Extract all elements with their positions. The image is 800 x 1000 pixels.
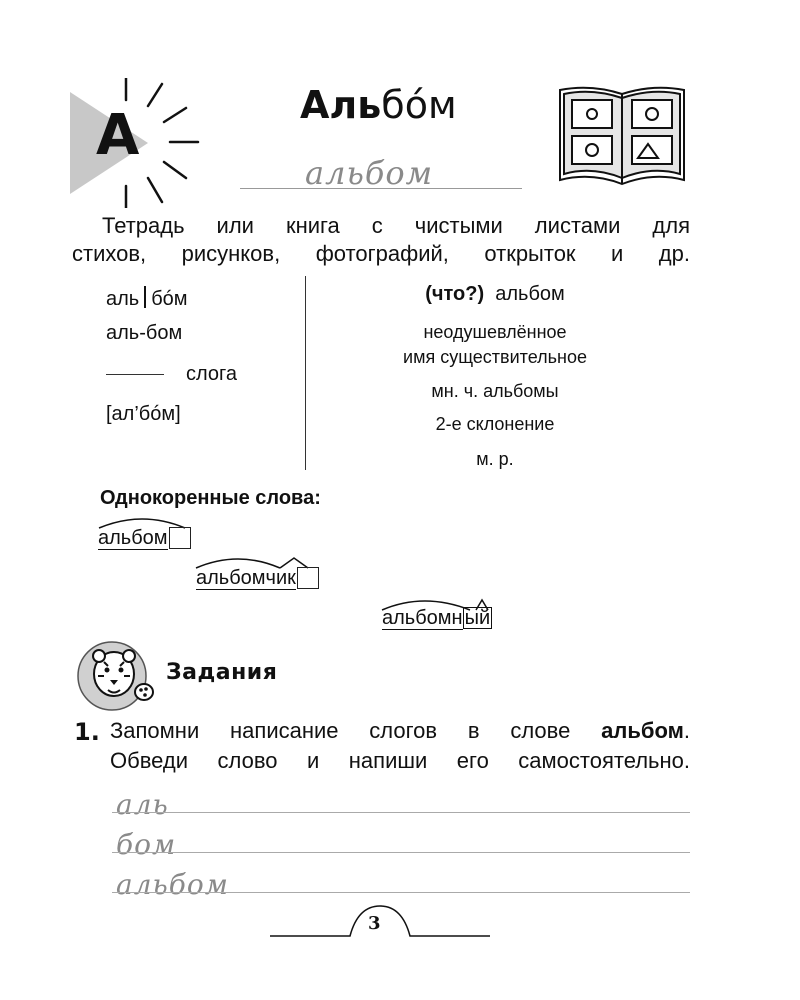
tasks-title: Задания — [166, 660, 278, 685]
task-text-line-1 — [110, 716, 690, 746]
syllable-count — [106, 364, 237, 384]
task-text-line-2: Обведи слово и напиши его самостоятельно. — [110, 748, 690, 773]
column-divider — [305, 276, 306, 470]
related-word-1 — [98, 527, 191, 549]
word-title-cursive: альбом — [305, 154, 434, 192]
tracing-word-2: бом — [116, 828, 177, 861]
related-word-2-root: альбом — [196, 567, 266, 589]
hyphenation: аль-бом — [106, 322, 183, 344]
related-word-2-suffix: чик — [265, 567, 296, 589]
animacy: неодушевлённое — [423, 322, 567, 342]
question-word: альбом — [495, 283, 565, 305]
writing-line-1 — [112, 812, 690, 813]
task-text-bold-word: альбом — [601, 718, 684, 743]
question: (что?) — [425, 283, 485, 305]
part-of-speech: имя существительное — [403, 347, 587, 367]
writing-line-2 — [112, 852, 690, 853]
word-title — [300, 83, 457, 127]
syllable-divider — [144, 286, 146, 308]
related-word-3-suffix: н — [451, 607, 463, 629]
word-title-bold: Аль — [300, 83, 382, 127]
gender: м. р. — [476, 449, 514, 469]
title-underline — [240, 188, 522, 189]
related-word-3-ending: ый — [464, 607, 491, 629]
task-text-post: . — [683, 718, 690, 743]
tracing-word-3: альбом — [116, 868, 229, 901]
zero-ending-box-2 — [297, 567, 319, 589]
definition-line-2: стихов, рисунков, фотографий, открыток и др. — [72, 241, 690, 266]
related-word-3 — [382, 607, 492, 629]
letter-triangle-graphic — [70, 78, 210, 208]
task-text-pre: Запомни написание слогов в слове — [110, 718, 602, 743]
word-title-rest: бóм — [381, 83, 457, 127]
page-number: 3 — [368, 913, 381, 934]
tracing-word-1: аль — [116, 788, 169, 821]
transcription: [ал’бóм] — [106, 403, 181, 425]
syllable-2: бóм — [151, 288, 188, 310]
syllable-division — [106, 286, 188, 309]
syllable-label: слога — [186, 363, 237, 385]
tiger-mascot-icon — [74, 640, 158, 712]
declension: 2-е склонение — [435, 414, 555, 434]
big-letter: А — [96, 103, 140, 168]
zero-ending-box — [169, 527, 191, 549]
syllable-count-blank — [106, 374, 164, 375]
syllable-1: аль — [106, 288, 140, 310]
related-word-1-text: альбом — [98, 527, 168, 549]
album-illustration — [556, 84, 688, 190]
writing-line-3 — [112, 892, 690, 893]
definition-line-1: Тетрадь или книга с чистыми листами для — [102, 213, 690, 238]
definition — [72, 212, 690, 268]
related-words-title: Однокоренные слова: — [100, 487, 321, 509]
related-word-2 — [196, 567, 319, 589]
related-word-3-root: альбом — [382, 607, 452, 629]
task-number: 1. — [74, 718, 100, 746]
question-line — [315, 284, 675, 304]
plural-form: мн. ч. альбомы — [431, 381, 559, 401]
